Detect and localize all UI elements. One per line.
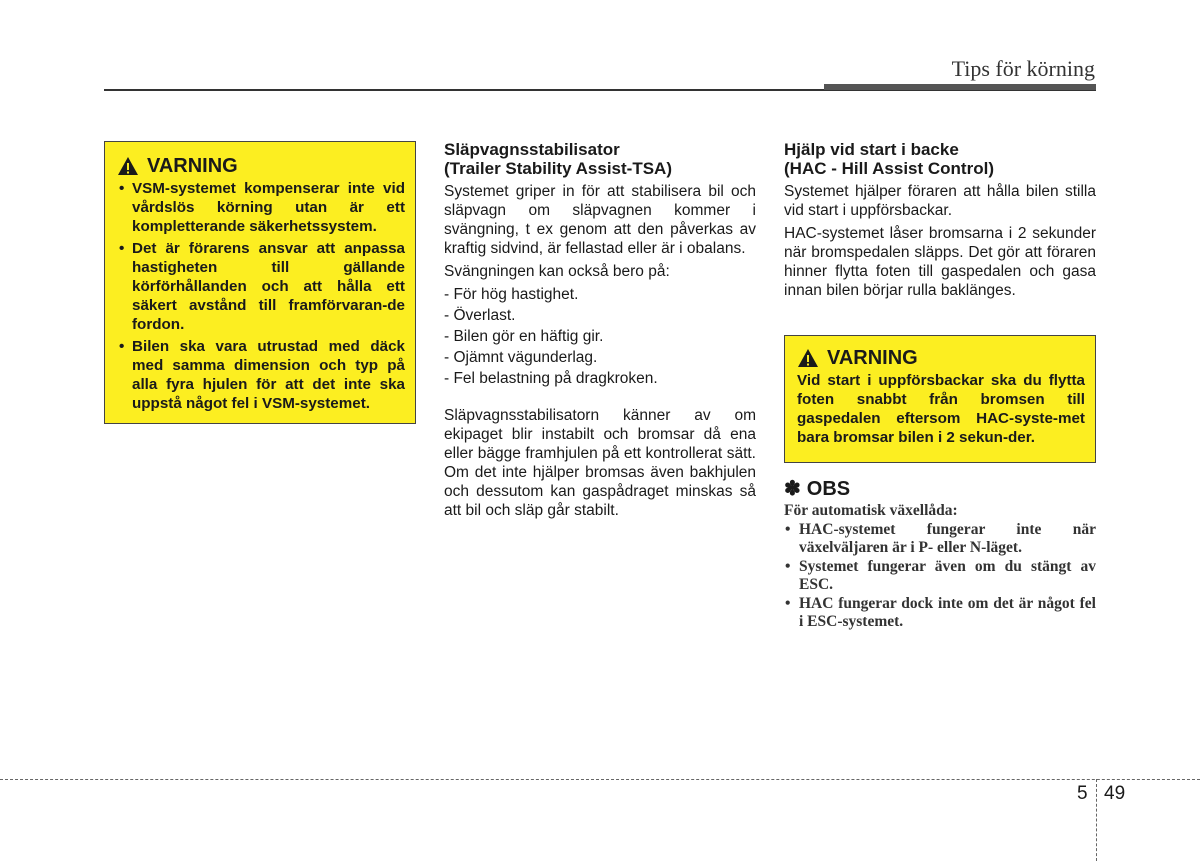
- tsa-paragraph: Systemet griper in för att stabilisera bil och släpvagn om släpvagnen kommer i svängning, t ex genom att den påverkas av kraftig sidvind, är fellastad eller är i obalans.: [444, 183, 756, 257]
- obs-list: [784, 521, 1096, 632]
- footer-dashed-rule: [0, 779, 1200, 780]
- warning-triangle-icon: [117, 156, 139, 176]
- footer-divider: [1096, 779, 1097, 861]
- warning-triangle-icon: [797, 348, 819, 368]
- obs-note: [784, 480, 1096, 632]
- cause-item: - Överlast.: [444, 307, 516, 324]
- cause-item: - För hög hastighet.: [444, 286, 579, 303]
- tsa-heading-line2: (Trailer Stability Assist-TSA): [444, 159, 672, 178]
- cause-item: - Fel belastning på dragkroken.: [444, 370, 658, 387]
- tsa-heading: [444, 140, 756, 178]
- page-section-title: Tips för körning: [951, 56, 1095, 81]
- hac-heading: [784, 140, 1096, 178]
- asterisk-icon: ✽: [784, 478, 801, 500]
- obs-title: [784, 480, 1096, 499]
- hac-warning-box: [784, 335, 1096, 463]
- tsa-section: [444, 140, 756, 524]
- obs-item: • HAC-systemet fungerar inte när växelväljaren är i P- eller N-läget.: [784, 521, 1096, 558]
- page-number: 49: [1104, 783, 1126, 804]
- obs-body: [784, 502, 1096, 632]
- cause-item: - Bilen gör en häftig gir.: [444, 328, 604, 345]
- vsm-warning-box: [104, 141, 416, 424]
- obs-item: • HAC fungerar dock inte om det är något fel i ESC-systemet.: [784, 595, 1096, 632]
- warning-title-text: VARNING: [827, 346, 918, 369]
- warning-list: [117, 179, 405, 413]
- tsa-paragraph: Släpvagnsstabilisatorn känner av om ekipaget blir instabilt och bromsar då ena eller bägge framhjulen på ett kontrollerat sätt. Om det inte hjälper bromsas även bakhjulen och dessutom kan gaspådraget minskas så att bil och släp går stabilt.: [444, 407, 756, 519]
- hac-paragraph: Systemet hjälper föraren att hålla bilen stilla vid start i uppförsbackar.: [784, 183, 1096, 219]
- obs-title-text: OBS: [806, 478, 851, 500]
- warning-title: [117, 156, 405, 176]
- warning-item: • Det är förarens ansvar att anpassa hastigheten till gällande körförhållanden och att hålla ett säkert avstånd till framförvaran-de fordon.: [117, 239, 405, 334]
- hac-warning-text: Vid start i uppförsbackar ska du flytta foten snabbt från bromsen till gaspedalen eftersom HAC-syste-met bara bromsar bilen i 2 sekun-der.: [797, 372, 1085, 446]
- hac-paragraph: HAC-systemet låser bromsarna i 2 sekunder när bromspedalen släpps. Det gör att föraren hinner flytta foten till gaspedalen och gasa innan bilen börjar rulla baklänges.: [784, 225, 1096, 299]
- obs-item: • Systemet fungerar även om du stängt av ESC.: [784, 558, 1096, 595]
- hac-section: [784, 140, 1096, 304]
- chapter-number: 5: [1077, 783, 1088, 804]
- warning-title-text: VARNING: [147, 154, 238, 177]
- hac-heading-line2: (HAC - Hill Assist Control): [784, 159, 994, 178]
- obs-subtitle: För automatisk växellåda:: [784, 502, 958, 519]
- header-rule-accent: [824, 84, 1096, 90]
- cause-item: - Ojämnt vägunderlag.: [444, 349, 598, 366]
- warning-item: • Bilen ska vara utrustad med däck med samma dimension och typ på alla fyra hjulen för att det inte ska uppstå något fel i VSM-systemet.: [117, 337, 405, 413]
- tsa-heading-line1: Släpvagnsstabilisator: [444, 140, 620, 159]
- tsa-causes-list: [444, 285, 756, 388]
- warning-item: • VSM-systemet kompenserar inte vid vårdslös körning utan är ett kompletterande säkerhetssystem.: [117, 179, 405, 236]
- warning-title: [797, 348, 1085, 368]
- tsa-paragraph: Svängningen kan också bero på:: [444, 263, 670, 280]
- hac-heading-line1: Hjälp vid start i backe: [784, 140, 959, 159]
